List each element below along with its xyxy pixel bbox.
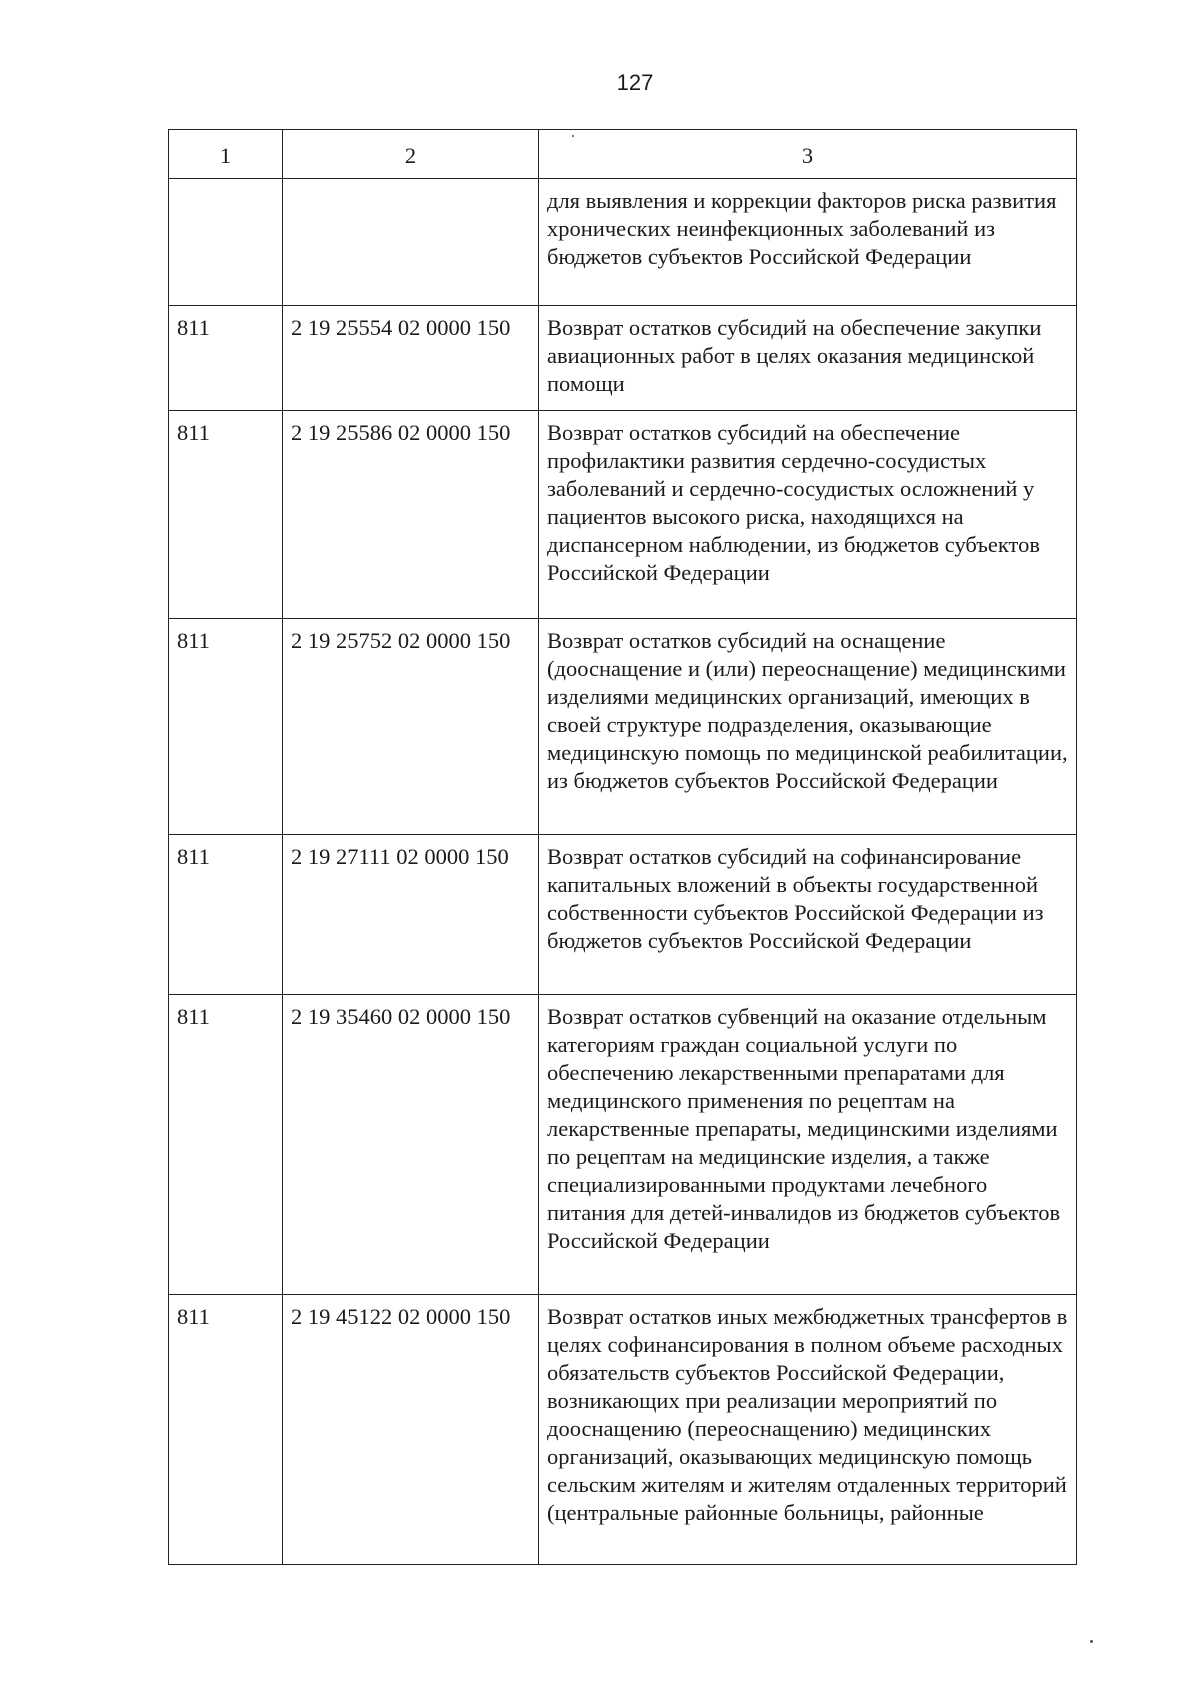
table-row bbox=[169, 411, 1077, 619]
admin-code-cell: 811 bbox=[169, 995, 283, 1295]
description-cell: Возврат остатков субвенций на оказание отдельным категориям граждан социальной услуги по обеспечению лекарственными препаратами для медицинского применения по рецептам на лекарственные препараты, медицинскими изделиями по рецептам на медицинские изделия, а также специализированными продуктами лечебного питания для детей-инвалидов из бюджетов субъектов Российской Федерации bbox=[539, 995, 1077, 1295]
page-number: 127 bbox=[616, 70, 654, 95]
admin-code-cell: 811 bbox=[169, 411, 283, 619]
column-header-2: 2 bbox=[283, 130, 539, 179]
description-cell: Возврат остатков субсидий на обеспечение закупки авиационных работ в целях оказания медицинской помощи bbox=[539, 306, 1077, 411]
admin-code-cell: 811 bbox=[169, 1295, 283, 1565]
budget-code-cell: 2 19 25586 02 0000 150 bbox=[283, 411, 539, 619]
description-cell: Возврат остатков субсидий на софинансирование капитальных вложений в объекты государственной собственности субъектов Российской Федерации из бюджетов субъектов Российской Федерации bbox=[539, 835, 1077, 995]
admin-code-cell: 811 bbox=[169, 835, 283, 995]
table-row bbox=[169, 619, 1077, 835]
budget-code-cell: 2 19 35460 02 0000 150 bbox=[283, 995, 539, 1295]
budget-code-cell: 2 19 25752 02 0000 150 bbox=[283, 619, 539, 835]
column-header-3: 3 bbox=[539, 130, 1077, 179]
scan-speck bbox=[572, 135, 574, 137]
budget-code-cell: 2 19 45122 02 0000 150 bbox=[283, 1295, 539, 1565]
budget-code-cell: 2 19 25554 02 0000 150 bbox=[283, 306, 539, 411]
budget-codes-table bbox=[168, 129, 1077, 1565]
description-cell: для выявления и коррекции факторов риска развития хронических неинфекционных заболеваний из бюджетов субъектов Российской Федерации bbox=[539, 179, 1077, 306]
description-cell: Возврат остатков субсидий на оснащение (дооснащение и (или) переоснащение) медицинскими изделиями медицинских организаций, имеющих в своей структуре подразделения, оказывающие медицинскую помощь по медицинской реабилитации, из бюджетов субъектов Российской Федерации bbox=[539, 619, 1077, 835]
description-cell: Возврат остатков иных межбюджетных трансфертов в целях софинансирования в полном объеме расходных обязательств субъектов Российской Федерации, возникающих при реализации мероприятий по дооснащению (переоснащению) медицинских организаций, оказывающих медицинскую помощь сельским жителям и жителям отдаленных территорий (центральные районные больницы, районные bbox=[539, 1295, 1077, 1565]
scan-speck bbox=[1090, 1640, 1093, 1643]
column-header-1: 1 bbox=[169, 130, 283, 179]
table-row bbox=[169, 835, 1077, 995]
admin-code-cell bbox=[169, 179, 283, 306]
table-header-row bbox=[169, 130, 1077, 179]
budget-code-cell: 2 19 27111 02 0000 150 bbox=[283, 835, 539, 995]
description-cell: Возврат остатков субсидий на обеспечение профилактики развития сердечно-сосудистых заболеваний и сердечно-сосудистых осложнений у пациентов высокого риска, находящихся на диспансерном наблюдении, из бюджетов субъектов Российской Федерации bbox=[539, 411, 1077, 619]
table-row bbox=[169, 995, 1077, 1295]
table-row bbox=[169, 306, 1077, 411]
table-row bbox=[169, 179, 1077, 306]
table-row bbox=[169, 1295, 1077, 1565]
budget-code-cell bbox=[283, 179, 539, 306]
admin-code-cell: 811 bbox=[169, 619, 283, 835]
admin-code-cell: 811 bbox=[169, 306, 283, 411]
